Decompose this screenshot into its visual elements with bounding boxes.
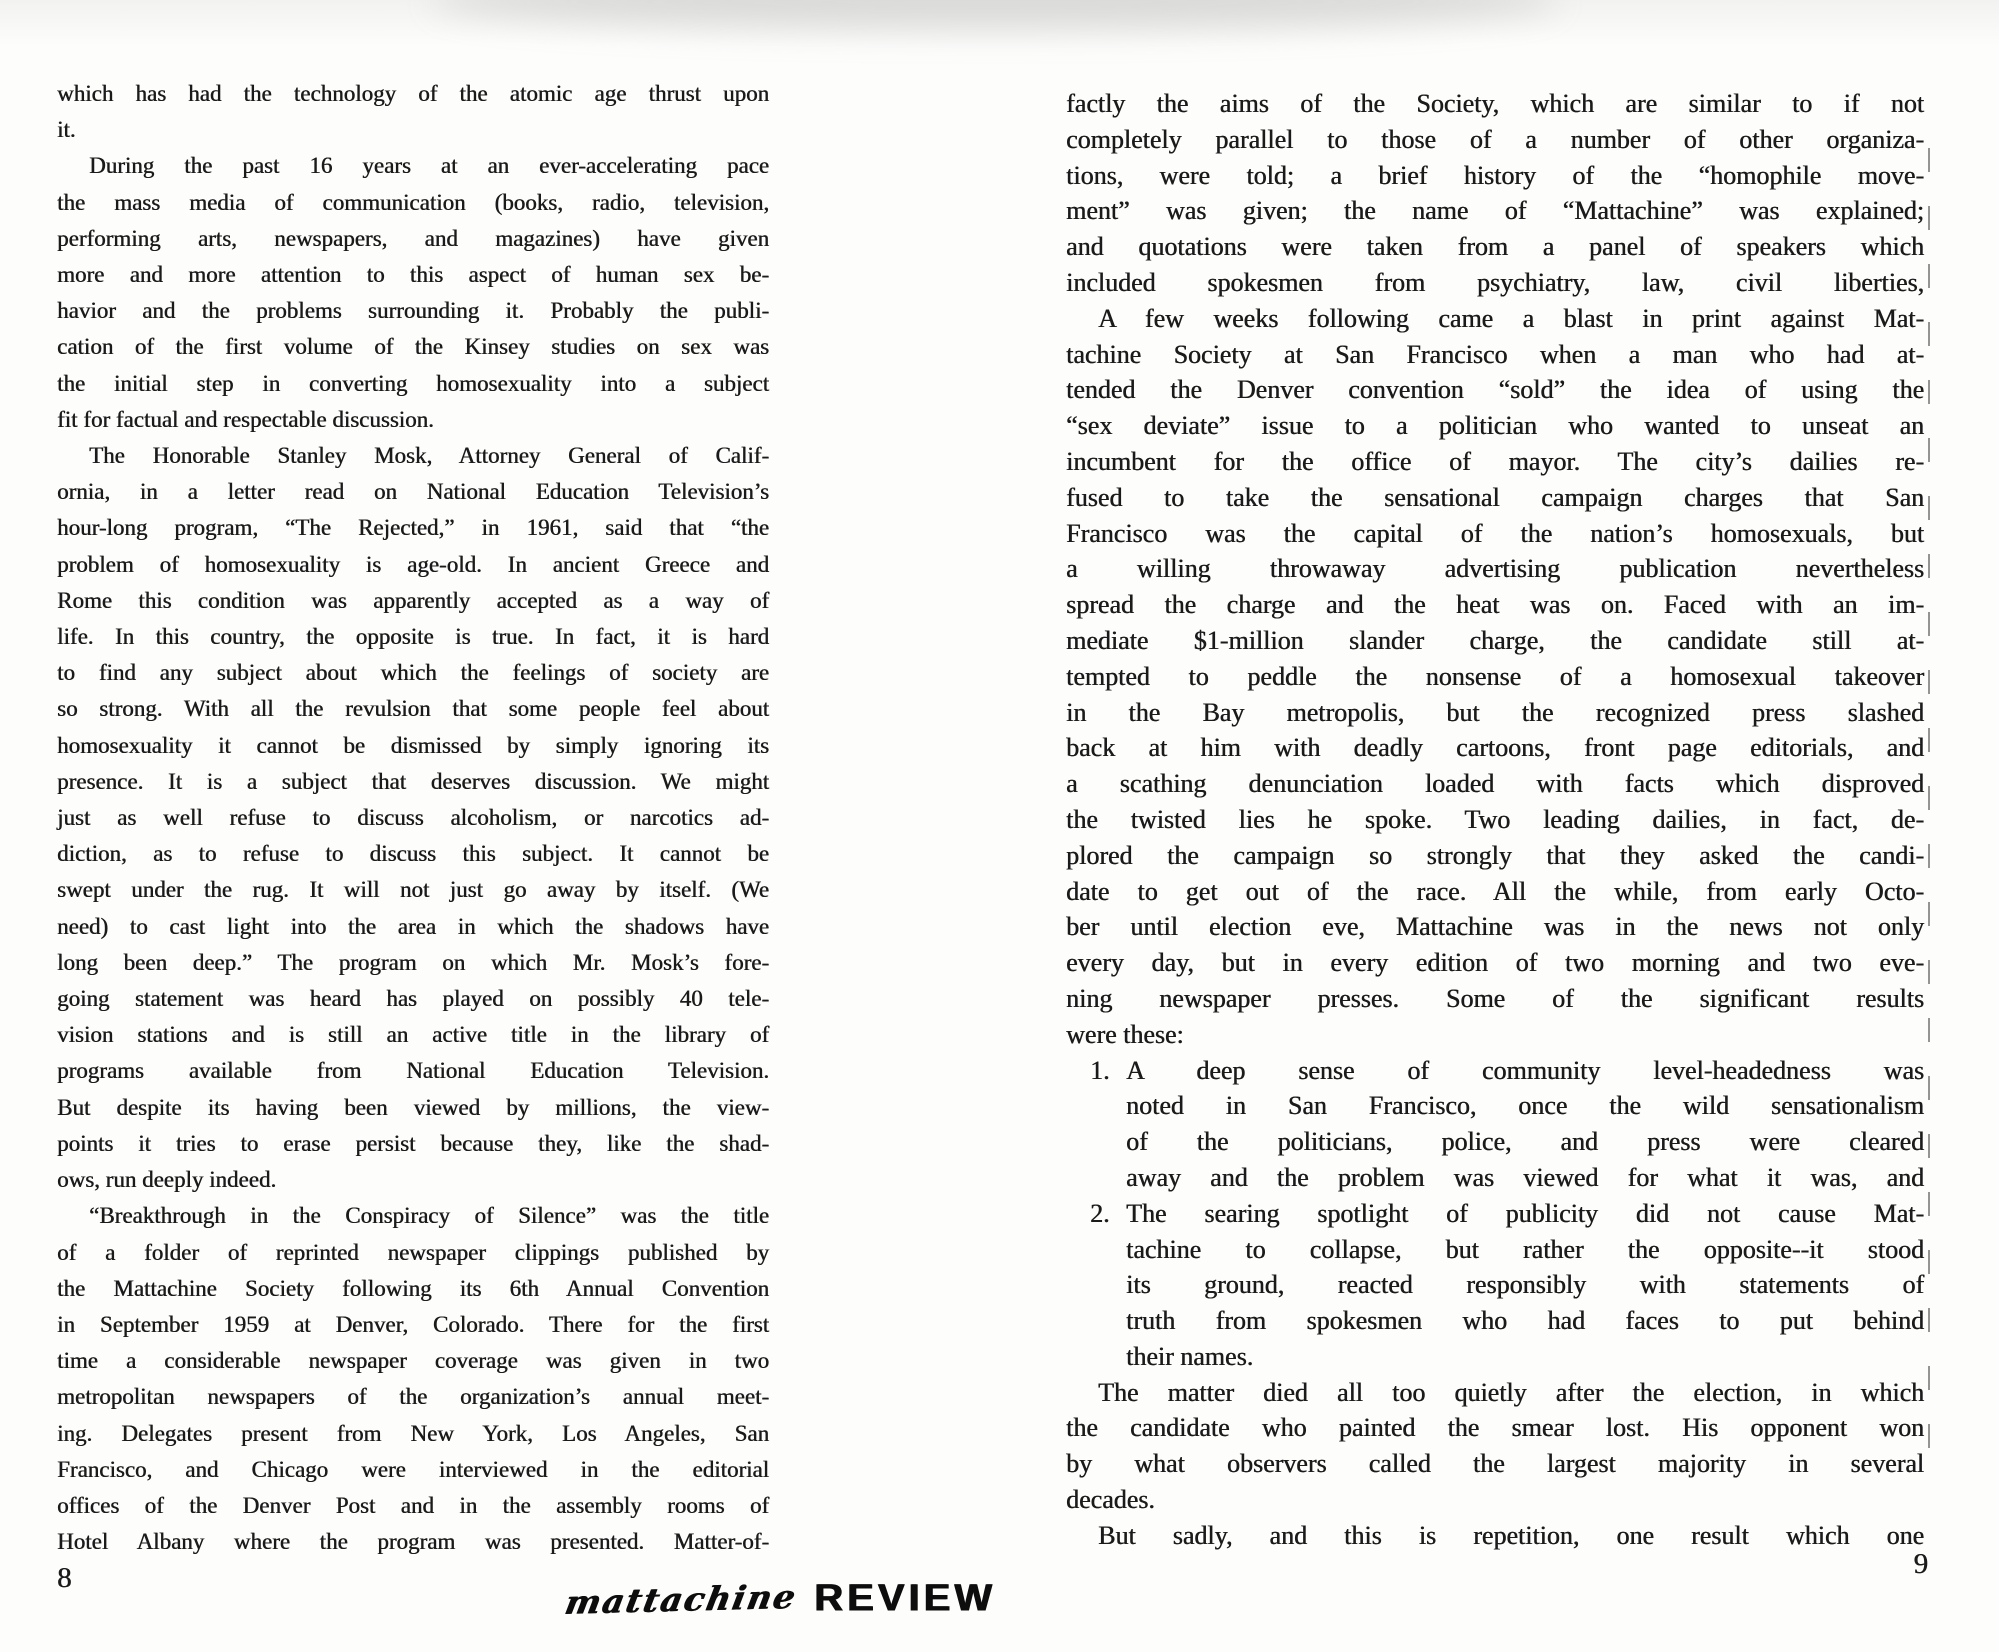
line-text: problem of homosexuality is age-old. In ancient Greece and [57, 551, 769, 577]
line-text: the twisted lies he spoke. Two leading dailies, in fact, de- [1066, 804, 1924, 834]
line-text: just as well refuse to discuss alcoholism, or narcotics ad- [57, 805, 769, 831]
text-line [1066, 1196, 1924, 1232]
text-line [1066, 802, 1924, 838]
text-line [57, 510, 769, 546]
line-text: decades. [1066, 1485, 1155, 1515]
line-text: incumbent for the office of mayor. The city’s dailies re- [1066, 446, 1924, 476]
line-text: ment” was given; the name of “Mattachine” was explained; [1066, 196, 1924, 226]
text-line [57, 691, 769, 727]
line-text: Francisco was the capital of the nation’s homosexuals, but [1066, 518, 1924, 548]
text-line [1066, 551, 1924, 587]
text-line [1066, 337, 1924, 373]
text-line [57, 148, 769, 184]
line-text: back at him with deadly cartoons, front page editorials, and [1066, 733, 1924, 763]
text-line [57, 547, 769, 583]
text-line [57, 1416, 769, 1452]
line-text: Hotel Albany where the program was presented. Matter-of- [57, 1529, 769, 1555]
text-line [1066, 1303, 1924, 1339]
line-text: During the past 16 years at an ever-accelerating pace [89, 153, 769, 179]
text-line [1066, 981, 1924, 1017]
line-text: “sex deviate” issue to a politician who wanted to unseat an [1066, 411, 1924, 441]
line-text: homosexuality it cannot be dismissed by simply ignoring its [57, 732, 769, 758]
text-line [1066, 86, 1924, 122]
line-text: factly the aims of the Society, which are similar to if not [1066, 89, 1924, 118]
text-line [1066, 659, 1924, 695]
line-text: presence. It is a subject that deserves discussion. We might [57, 768, 769, 794]
line-text: tended the Denver convention “sold” the idea of using the [1066, 375, 1924, 405]
line-text: the Mattachine Society following its 6th Annual Convention [57, 1275, 769, 1301]
text-line [57, 1488, 769, 1524]
text-line [57, 836, 769, 872]
text-line [57, 764, 769, 800]
line-text: going statement was heard has played on possibly 40 tele- [57, 986, 769, 1012]
text-line [57, 728, 769, 764]
right-page [1066, 86, 1924, 1554]
text-line [57, 366, 769, 402]
line-text: a scathing denunciation loaded with facts which disproved [1066, 769, 1924, 799]
text-line [1066, 1053, 1924, 1089]
text-line [57, 1524, 769, 1560]
line-text: need) to cast light into the area in which the shadows have [57, 913, 769, 939]
line-text: ning newspaper presses. Some of the significant results [1066, 983, 1924, 1013]
line-text: ber until election eve, Mattachine was in the news not only [1066, 912, 1924, 942]
line-text: so strong. With all the revulsion that some people feel about [57, 696, 769, 722]
line-text: completely parallel to those of a number of other organiza- [1066, 124, 1924, 154]
text-line [1066, 766, 1924, 802]
line-text: spread the charge and the heat was on. Faced with an im- [1066, 590, 1924, 620]
text-line [57, 1053, 769, 1089]
line-text: havior and the problems surrounding it. Probably the publi- [57, 298, 769, 324]
text-line [1066, 1124, 1924, 1160]
line-text: metropolitan newspapers of the organization’s annual meet- [57, 1384, 769, 1410]
text-line [57, 221, 769, 257]
line-text: every day, but in every edition of two morning and two eve- [1066, 948, 1924, 978]
line-text: which has had the technology of the atomic age thrust upon [57, 81, 769, 106]
text-line [1066, 1017, 1924, 1053]
line-text: “Breakthrough in the Conspiracy of Silence” was the title [89, 1203, 769, 1229]
text-line [57, 1235, 769, 1271]
line-text: their names. [1126, 1341, 1254, 1371]
line-text: plored the campaign so strongly that they asked the candi- [1066, 840, 1924, 870]
line-text: ornia, in a letter read on National Education Television’s [57, 479, 769, 505]
line-text: the initial step in converting homosexuality into a subject [57, 370, 769, 396]
text-line [1066, 838, 1924, 874]
text-line [1066, 1518, 1924, 1554]
line-text: vision stations and is still an active title in the library of [57, 1022, 769, 1048]
line-text: The Honorable Stanley Mosk, Attorney General of Calif- [89, 443, 769, 469]
text-line [57, 329, 769, 365]
text-line [57, 800, 769, 836]
line-text: life. In this country, the opposite is true. In fact, it is hard [57, 624, 769, 650]
line-text: A deep sense of community level-headedness was [1126, 1055, 1924, 1085]
text-line [57, 112, 769, 148]
list-marker: 1. [1090, 1055, 1110, 1085]
line-text: tions, were told; a brief history of the “homophile move- [1066, 160, 1924, 190]
line-text: a willing throwaway advertising publication nevertheless [1066, 554, 1924, 584]
line-text: Rome this condition was apparently accepted as a way of [57, 587, 769, 613]
line-text: included spokesmen from psychiatry, law, civil liberties, [1066, 267, 1924, 297]
text-line [57, 1271, 769, 1307]
text-line [1066, 587, 1924, 623]
text-line [57, 945, 769, 981]
text-line [1066, 265, 1924, 301]
text-line [1066, 301, 1924, 337]
line-text: But sadly, and this is repetition, one result which one [1098, 1520, 1924, 1550]
page-number-right: 9 [1913, 1548, 1928, 1580]
text-line [1066, 1232, 1924, 1268]
text-line [1066, 1267, 1924, 1303]
line-text: the candidate who painted the smear lost. His opponent won [1066, 1413, 1924, 1443]
line-text: and quotations were taken from a panel of speakers which [1066, 232, 1924, 262]
text-line [57, 872, 769, 908]
line-text: ows, run deeply indeed. [57, 1167, 277, 1193]
list-marker: 2. [1090, 1198, 1110, 1228]
line-text: swept under the rug. It will not just go away by itself. (We [57, 877, 769, 903]
line-text: time a considerable newspaper coverage was given in two [57, 1348, 769, 1374]
line-text: tachine Society at San Francisco when a man who had at- [1066, 339, 1924, 369]
magazine-logo [561, 1576, 996, 1623]
line-text: by what observers called the largest majority in several [1066, 1449, 1924, 1479]
line-text: to find any subject about which the feelings of society are [57, 660, 769, 686]
text-line [57, 1379, 769, 1415]
line-text: truth from spokesmen who had faces to put behind [1126, 1306, 1924, 1336]
text-line [1066, 909, 1924, 945]
text-line [57, 257, 769, 293]
line-text: of a folder of reprinted newspaper clippings published by [57, 1239, 769, 1265]
line-text: cation of the first volume of the Kinsey studies on sex was [57, 334, 769, 360]
text-line [57, 293, 769, 329]
line-text: fit for factual and respectable discussion. [57, 406, 434, 432]
logo-block-word: REVIEW [813, 1577, 996, 1619]
line-text: fused to take the sensational campaign charges that San [1066, 482, 1924, 512]
line-text: Francisco, and Chicago were interviewed in the editorial [57, 1456, 769, 1482]
scan-artifact-line [1928, 148, 1930, 1458]
text-line [1066, 1088, 1924, 1124]
line-text: The searing spotlight of publicity did not cause Mat- [1126, 1198, 1924, 1228]
text-line [57, 1017, 769, 1053]
line-text: away and the problem was viewed for what it was, and [1126, 1162, 1924, 1192]
text-line [1066, 1446, 1924, 1482]
text-line [57, 655, 769, 691]
text-line [57, 1126, 769, 1162]
text-line [1066, 1482, 1924, 1518]
line-text: the mass media of communication (books, radio, television, [57, 189, 769, 215]
text-line [57, 438, 769, 474]
line-text: The matter died all too quietly after the election, in which [1098, 1377, 1924, 1407]
line-text: in September 1959 at Denver, Colorado. There for the first [57, 1311, 769, 1337]
line-text: of the politicians, police, and press were cleared [1126, 1127, 1924, 1157]
text-line [1066, 1339, 1924, 1375]
text-line [1066, 229, 1924, 265]
text-line [1066, 122, 1924, 158]
text-line [1066, 408, 1924, 444]
text-line [57, 1343, 769, 1379]
line-text: diction, as to refuse to discuss this subject. It cannot be [57, 841, 769, 867]
text-line [57, 619, 769, 655]
line-text: A few weeks following came a blast in print against Mat- [1098, 303, 1924, 333]
line-text: hour-long program, “The Rejected,” in 1961, said that “the [57, 515, 769, 541]
text-line [1066, 1410, 1924, 1446]
line-text: in the Bay metropolis, but the recognized press slashed [1066, 697, 1924, 727]
line-text: ing. Delegates present from New York, Los Angeles, San [57, 1420, 769, 1446]
text-line [57, 981, 769, 1017]
text-line [1066, 516, 1924, 552]
text-line [57, 1090, 769, 1126]
scan-shading [430, 0, 1560, 32]
line-text: offices of the Denver Post and in the assembly rooms of [57, 1492, 769, 1518]
line-text: But despite its having been viewed by millions, the view- [57, 1094, 769, 1120]
text-line [57, 583, 769, 619]
text-line [1066, 480, 1924, 516]
text-line [57, 1307, 769, 1343]
text-line [1066, 193, 1924, 229]
line-text: it. [57, 117, 76, 143]
left-page [57, 76, 769, 1560]
text-line [1066, 874, 1924, 910]
logo-script-word: mattachine [561, 1576, 801, 1623]
text-line [57, 402, 769, 438]
text-line [57, 1162, 769, 1198]
line-text: programs available from National Education Television. [57, 1058, 769, 1084]
text-line [1066, 1375, 1924, 1411]
page-number-left: 8 [57, 1562, 72, 1594]
line-text: performing arts, newspapers, and magazines) have given [57, 225, 769, 251]
text-line [1066, 158, 1924, 194]
text-line [1066, 695, 1924, 731]
text-line [57, 185, 769, 221]
line-text: more and more attention to this aspect of human sex be- [57, 262, 769, 288]
line-text: date to get out of the race. All the while, from early Octo- [1066, 876, 1924, 906]
text-line [1066, 1160, 1924, 1196]
text-line [57, 1452, 769, 1488]
line-text: tachine to collapse, but rather the opposite--it stood [1126, 1234, 1924, 1264]
text-line [57, 1198, 769, 1234]
line-text: tempted to peddle the nonsense of a homosexual takeover [1066, 661, 1924, 691]
line-text: noted in San Francisco, once the wild sensationalism [1126, 1091, 1924, 1121]
text-line [1066, 372, 1924, 408]
text-line [1066, 730, 1924, 766]
text-line [1066, 945, 1924, 981]
text-line [1066, 444, 1924, 480]
text-line [1066, 623, 1924, 659]
line-text: mediate $1-million slander charge, the candidate still at- [1066, 625, 1924, 655]
text-line [57, 909, 769, 945]
line-text: were these: [1066, 1019, 1184, 1049]
line-text: long been deep.” The program on which Mr. Mosk’s fore- [57, 949, 769, 975]
text-line [57, 76, 769, 112]
line-text: points it tries to erase persist because they, like the shad- [57, 1130, 769, 1156]
line-text: its ground, reacted responsibly with statements of [1126, 1270, 1924, 1300]
text-line [57, 474, 769, 510]
